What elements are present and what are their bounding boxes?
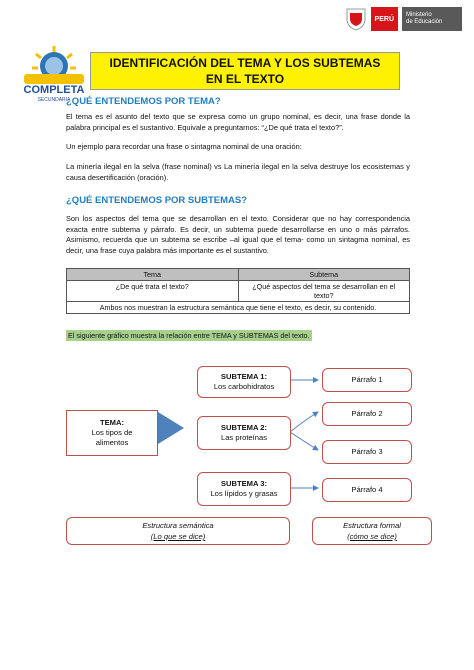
subtema2-title: SUBTEMA 2:	[220, 423, 268, 432]
lo-que-se-dice-label: (Lo que se dice)	[150, 532, 206, 541]
svg-text:COMPLETA: COMPLETA	[23, 84, 85, 96]
table-cell-subtema: ¿Qué aspectos del tema se desarrollan en el texto?	[238, 281, 410, 302]
subtema3-title: SUBTEMA 3:	[220, 479, 268, 488]
subtema1-text: Los carbohidratos	[213, 382, 275, 391]
estructura-semantica-label: Estructura semántica	[142, 521, 214, 530]
tema-box-title: TEMA:	[99, 418, 125, 427]
subtema2-box	[197, 416, 291, 450]
subtema3-box	[197, 472, 291, 506]
estructura-semantica-box	[66, 517, 290, 545]
estructura-formal-box	[312, 517, 432, 545]
parrafo1-box	[322, 368, 412, 392]
subtema3-text: Los lípidos y grasas	[210, 489, 278, 498]
section-heading-subtemas: ¿QUÉ ENTENDEMOS POR SUBTEMAS?	[66, 195, 248, 206]
section-heading-tema: ¿QUÉ ENTENDEMOS POR TEMA?	[66, 96, 221, 107]
estructura-formal-label: Estructura formal	[343, 521, 401, 530]
ministry-name: Ministerio de Educación	[402, 7, 462, 31]
arrow-subtema2-parrafo2	[290, 412, 318, 432]
parrafo3-label: Párrafo 3	[351, 447, 383, 456]
subtema1-title: SUBTEMA 1:	[220, 372, 268, 381]
subtema2-text: Las proteínas	[220, 433, 267, 442]
como-se-dice-label: (cómo se dice)	[347, 532, 397, 541]
svg-text:SECUNDARIA: SECUNDARIA	[37, 97, 71, 103]
tema-example-intro: Un ejemplo para recordar una frase o sintagma nominal de una oración:	[66, 142, 302, 151]
parrafo4-box	[322, 478, 412, 502]
ministry-country: PERÚ	[371, 7, 398, 31]
table-footer: Ambos nos muestran la estructura semántica que tiene el texto, es decir, su contenido.	[67, 302, 410, 314]
tema-box-text: Los tipos de alimentos	[91, 428, 133, 447]
table-cell-tema: ¿De qué trata el texto?	[67, 281, 239, 302]
parrafo4-label: Párrafo 4	[351, 485, 383, 494]
arrow-subtema2-parrafo3	[290, 432, 318, 450]
subtemas-definition: Son los aspectos del tema que se desarrollan en el texto. Considerar que no hay correspondencia exacta entre subtema y párrafo. Es decir, un subtema puede desarrollarse en uno o más párrafos. Asimismo, recuerda que un subtema se escribe –al igual que el tema- como un sintagma nominal, es decir, una frase cuya palabra más importante es el sustantivo.	[66, 214, 410, 255]
parrafo3-box	[322, 440, 412, 464]
parrafo1-label: Párrafo 1	[351, 375, 383, 384]
tema-example: La minería ilegal en la selva (frase nominal) vs La minería ilegal en la selva destruye los ecosistemas y causa desertificación (oración).	[66, 162, 410, 182]
table-header-tema: Tema	[67, 269, 239, 281]
graph-intro: El siguiente gráfico muestra la relación entre TEMA y SUBTEMAS del texto.	[68, 331, 310, 340]
tema-box	[66, 410, 158, 456]
page-title: IDENTIFICACIÓN DEL TEMA Y LOS SUBTEMAS EN EL TEXTO	[109, 56, 381, 86]
table-header-subtema: Subtema	[238, 269, 410, 281]
parrafo2-label: Párrafo 2	[351, 409, 383, 418]
tema-definition: El tema es el asunto del texto que se expresa como un grupo nominal, es decir, una frase donde la palabra principal es el sustantivo. Equivale a preguntarnos: “¿De qué trata el texto?”.	[66, 112, 410, 132]
subtema1-box	[197, 366, 291, 398]
parrafo2-box	[322, 402, 412, 426]
